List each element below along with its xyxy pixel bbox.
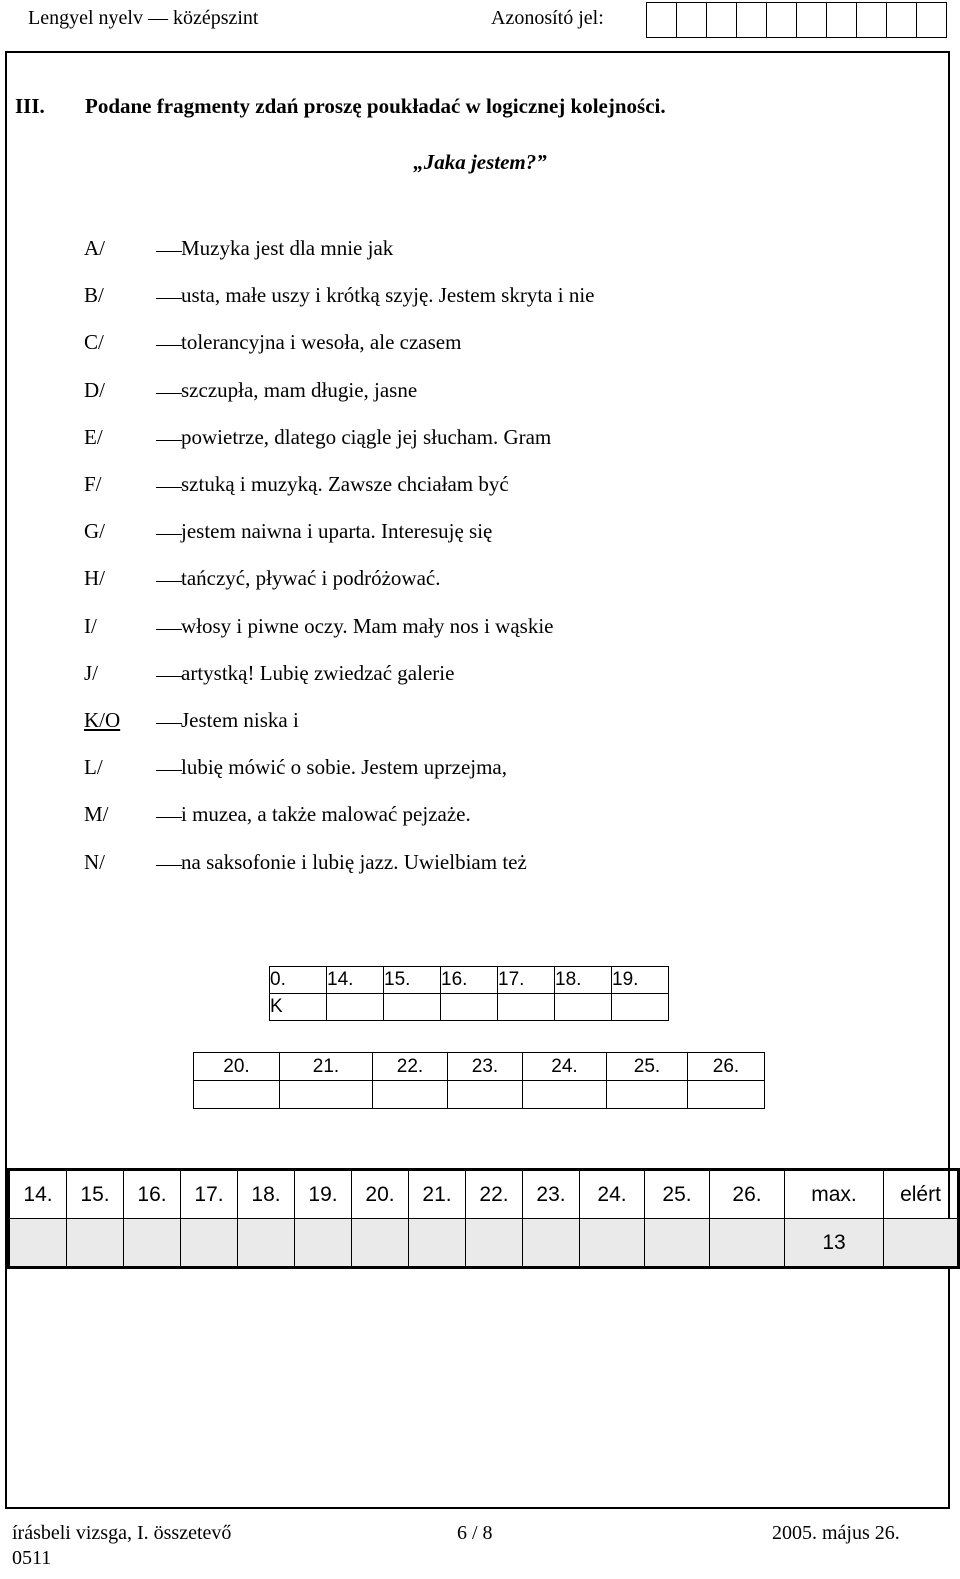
answer-grid-2-header: 26. [688,1053,765,1081]
fragment-text: włosy i piwne oczy. Mam mały nos i wąskie [181,613,554,638]
score-table-header: 21. [409,1170,466,1219]
id-digit-box[interactable] [647,3,677,37]
header-subject: Lengyel nyelv — középszint [28,7,259,29]
answer-grid-1-header: 14. [327,967,384,994]
footer-page-number: 6 / 8 [457,1522,493,1544]
score-table-cell[interactable] [295,1219,352,1268]
fragment-letter: J/ [84,660,99,685]
fragment-text: tolerancyjna i wesoła, ale czasem [181,330,462,355]
score-table-cell[interactable] [580,1219,645,1268]
fragment-letter: B/ [84,283,104,308]
id-digit-box[interactable] [707,3,737,37]
fragment-dash [156,393,182,394]
score-table-header: 23. [523,1170,580,1219]
answer-grid-1-cell[interactable] [555,994,612,1021]
fragment-text: Muzyka jest dla mnie jak [181,236,394,260]
answer-grid-2-cell[interactable] [523,1081,607,1109]
fragment-dash [156,534,182,535]
answer-grid-2-cell[interactable] [607,1081,688,1109]
id-digit-box[interactable] [827,3,857,37]
fragment-dash [156,345,182,346]
id-digit-box[interactable] [797,3,827,37]
fragment-dash [156,723,182,724]
fragment-letter: E/ [84,424,103,449]
answer-grid-1-cell[interactable] [612,994,669,1021]
fragment-text: powietrze, dlatego ciągle jej słucham. Gram [181,424,552,449]
answer-grid-2-header: 22. [373,1053,448,1081]
answer-grid-2-header: 21. [280,1053,373,1081]
score-table-header: max. [785,1170,884,1219]
fragment-dash [156,298,182,299]
fragment-text: szczupła, mam długie, jasne [181,377,418,402]
score-table-header: elért [884,1170,959,1219]
answer-grid-2-header: 23. [448,1053,523,1081]
score-table-cell[interactable] [352,1219,409,1268]
fragment-dash [156,817,182,818]
fragment-text: i muzea, a także malować pejzaże. [181,802,471,827]
answer-grid-1 [269,966,669,1021]
fragment-text: tańczyć, pływać i podróżować. [181,566,441,591]
score-table-cell[interactable]: 13 [785,1219,884,1268]
answer-grid-1-cell[interactable] [384,994,441,1021]
answer-grid-2-header: 24. [523,1053,607,1081]
score-table-header: 18. [238,1170,295,1219]
fragment-letter: G/ [84,519,105,544]
answer-grid-1-header: 15. [384,967,441,994]
fragment-letter: A/ [84,236,105,260]
id-digit-box[interactable] [917,3,947,37]
fragment-dash [156,581,182,582]
score-table-cell[interactable] [884,1219,959,1268]
task-number: III. [15,94,45,118]
answer-grid-1-header: 16. [441,967,498,994]
fragment-letter: L/ [84,755,103,780]
answer-grid-2-cell[interactable] [194,1081,280,1109]
score-table-cell[interactable] [181,1219,238,1268]
header-id-label: Azonosító jel: [491,7,604,29]
answer-grid-2 [193,1052,765,1109]
id-digit-box[interactable] [677,3,707,37]
fragment-text: Jestem niska i [181,708,299,732]
fragment-text: na saksofonie i lubię jazz. Uwielbiam też [181,849,527,874]
score-table-header: 25. [645,1170,710,1219]
fragment-dash [156,487,182,488]
score-table-header: 26. [710,1170,785,1219]
score-table-header: 16. [124,1170,181,1219]
answer-grid-2-cell[interactable] [688,1081,765,1109]
fragment-letter: M/ [84,802,109,827]
fragment-text: sztuką i muzyką. Zawsze chciałam być [181,472,509,496]
id-digit-box[interactable] [857,3,887,37]
answer-grid-1-header: 19. [612,967,669,994]
fragment-text: lubię mówić o sobie. Jestem uprzejma, [181,755,508,780]
score-table-header: 19. [295,1170,352,1219]
score-table-cell[interactable] [124,1219,181,1268]
fragment-text: jestem naiwna i uparta. Interesuję się [181,519,493,544]
score-table-cell[interactable] [523,1219,580,1268]
fragment-letter: C/ [84,330,104,355]
answer-grid-2-cell[interactable] [373,1081,448,1109]
answer-grid-2-header: 25. [607,1053,688,1081]
fragment-dash [156,251,182,252]
id-digit-box[interactable] [887,3,917,37]
answer-grid-2-header: 20. [194,1053,280,1081]
id-digit-box[interactable] [767,3,797,37]
fragment-letter: I/ [84,613,97,638]
score-table-header: 15. [67,1170,124,1219]
fragment-letter: H/ [84,566,105,591]
fragment-dash [156,865,182,866]
footer-date: 2005. május 26. [772,1522,900,1544]
score-table-cell[interactable] [67,1219,124,1268]
footer-code: 0511 [12,1547,52,1569]
answer-grid-1-cell[interactable] [327,994,384,1021]
score-table-cell[interactable] [9,1219,67,1268]
answer-grid-1-header: 18. [555,967,612,994]
fragment-letter: F/ [84,472,102,496]
fragment-text: usta, małe uszy i krótką szyję. Jestem skryta i nie [181,283,595,308]
score-table-cell[interactable] [238,1219,295,1268]
task-instruction: Podane fragmenty zdań proszę poukładać w logicznej kolejności. [85,94,666,118]
answer-grid-1-cell[interactable] [498,994,555,1021]
answer-grid-2-cell[interactable] [448,1081,523,1109]
score-table-cell[interactable] [710,1219,785,1268]
answer-grid-1-header: 17. [498,967,555,994]
id-boxes [646,2,947,38]
score-table-header: 17. [181,1170,238,1219]
score-table-header: 24. [580,1170,645,1219]
fragment-letter: N/ [84,849,105,874]
score-table-header: 20. [352,1170,409,1219]
fragment-letter: K/O [84,708,121,732]
exercise-title: „Jaka jestem?” [413,150,547,174]
score-table-cell[interactable] [645,1219,710,1268]
score-table-header: 22. [466,1170,523,1219]
answer-grid-1-header: 0. [270,967,327,994]
fragment-text: artystką! Lubię zwiedzać galerie [181,660,455,685]
answer-grid-1-cell[interactable]: K [270,994,327,1021]
score-table-cell[interactable] [409,1219,466,1268]
footer-exam-name: írásbeli vizsga, I. összetevő [12,1522,232,1544]
fragment-dash [156,770,182,771]
fragment-dash [156,676,182,677]
score-table [7,1168,960,1269]
answer-grid-2-cell[interactable] [280,1081,373,1109]
fragment-dash [156,629,182,630]
fragment-letter: D/ [84,377,105,402]
score-table-header: 14. [9,1170,67,1219]
score-table-cell[interactable] [466,1219,523,1268]
answer-grid-1-cell[interactable] [441,994,498,1021]
id-digit-box[interactable] [737,3,767,37]
fragment-dash [156,440,182,441]
